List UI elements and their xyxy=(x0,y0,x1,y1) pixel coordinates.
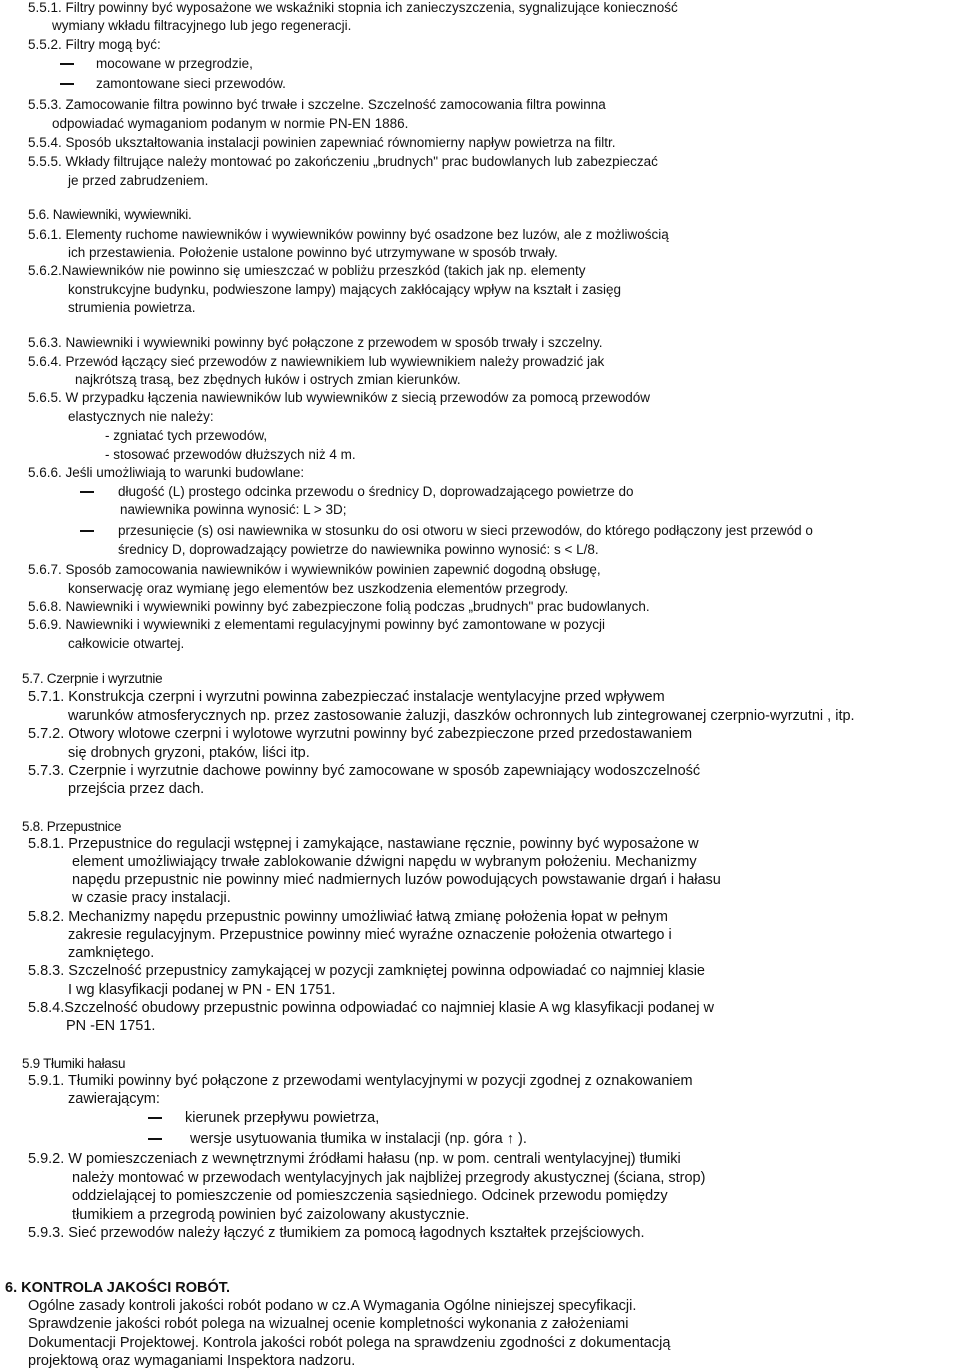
para-5-6-5-line1: 5.6.5. W przypadku łączenia nawiewników lub wywiewników z siecią przewodów za pomocą przewodów xyxy=(28,390,651,405)
para-5-9-1-line1: 5.9.1. Tłumiki powinny być połączone z przewodami wentylacyjnymi w pozycji zgodnej z oznakowaniem xyxy=(28,1073,693,1089)
list-item: - stosować przewodów dłuższych niż 4 m. xyxy=(105,447,356,462)
bullet-item-text: wersje usytuowania tłumika w instalacji (np. góra xyxy=(190,1131,503,1147)
para-5-6-5-line2: elastycznych nie należy: xyxy=(68,409,214,424)
bullet-item: mocowane w przegrodzie, xyxy=(96,56,253,71)
section-heading-5-6: 5.6. Nawiewniki, wywiewniki. xyxy=(28,207,192,222)
bullet-item-end: ). xyxy=(518,1131,527,1147)
bullet-dash xyxy=(148,1138,162,1140)
para-5-5-5-line1: 5.5.5. Wkłady filtrujące należy montować po zakończeniu „brudnych" prac budowlanych lub zabezpieczać xyxy=(28,154,658,169)
list-item: - zgniatać tych przewodów, xyxy=(105,428,268,443)
para-6-line1: Ogólne zasady kontroli jakości robót podano w cz.A Wymagania Ogólne niniejszej specyfikacji. xyxy=(28,1298,637,1314)
bullet-item-continued: średnicy D, doprowadzający powietrze do nawiewnika powinno wynosić: s < L/8. xyxy=(118,542,599,557)
para-5-6-1-line2: ich przestawienia. Położenie ustalone powinno być utrzymywane w sposób trwały. xyxy=(68,245,558,260)
para-5-6-8: 5.6.8. Nawiewniki i wywiewniki powinny być zabezpieczone folią podczas „brudnych" prac budowlanych. xyxy=(28,599,650,614)
bullet-dash xyxy=(148,1117,162,1119)
bullet-dash xyxy=(60,83,74,85)
para-5-6-2-line2: konstrukcyjne budynku, podwieszone lampy) mających zakłócający wpływ na kształt i zasięg xyxy=(68,282,621,297)
para-5-8-3-line2: I wg klasyfikacji podanej w PN - EN 1751. xyxy=(68,982,336,998)
para-5-8-4-line1: 5.8.4.Szczelność obudowy przepustnic powinna odpowiadać co najmniej klasie A wg klasyfikacji podanej w xyxy=(28,1000,714,1016)
para-5-8-4-line2: PN -EN 1751. xyxy=(66,1018,156,1034)
para-5-8-1-line3: napędu przepustnic nie powinny mieć nadmiernych luzów powodujących powstawanie drgań i hałasu xyxy=(72,872,721,888)
bullet-item: długość (L) prostego odcinka przewodu o średnicy D, doprowadzającego powietrze do xyxy=(118,484,634,499)
para-5-7-3-line1: 5.7.3. Czerpnie i wyrzutnie dachowe powinny być zamocowane w sposób zapewniający wodoszczelność xyxy=(28,763,701,779)
bullet-dash xyxy=(60,63,74,65)
para-5-9-2-line1: 5.9.2. W pomieszczeniach z wewnętrznymi źródłami hałasu (np. w pom. centrali wentylacyjnej) tłumiki xyxy=(28,1151,681,1167)
para-5-5-2: 5.5.2. Filtry mogą być: xyxy=(28,37,161,52)
para-5-7-1-line1: 5.7.1. Konstrukcja czerpni i wyrzutni powinna zabezpieczać instalacje wentylacyjne przed wpływem xyxy=(28,689,665,705)
section-heading-6: 6. KONTROLA JAKOŚCI ROBÓT. xyxy=(5,1280,231,1296)
para-5-6-3: 5.6.3. Nawiewniki i wywiewniki powinny być połączone z przewodem w sposób trwały i szczelny. xyxy=(28,335,603,350)
para-5-6-4-line1: 5.6.4. Przewód łączący sieć przewodów z nawiewnikiem lub wywiewnikiem należy prowadzić jak xyxy=(28,354,605,369)
section-heading-5-9: 5.9 Tłumiki hałasu xyxy=(22,1056,126,1071)
arrow-up-icon: ↑ xyxy=(506,1131,514,1147)
para-5-5-3-line2: odpowiadać wymaganiom podanym w normie PN-EN 1886. xyxy=(52,116,409,131)
para-5-8-2-line3: zamkniętego. xyxy=(68,945,155,961)
bullet-dash xyxy=(80,491,94,493)
bullet-item xyxy=(190,1131,527,1148)
para-5-9-2-line3: oddzielającej to pomieszczenie od pomieszczenia sąsiedniego. Odcinek przewodu pomiędzy xyxy=(72,1188,668,1204)
para-5-5-4: 5.5.4. Sposób ukształtowania instalacji powinien zapewniać równomierny napływ powietrza na filtr. xyxy=(28,135,616,150)
para-5-9-2-line2: należy montować w przewodach wentylacyjnych jak najbliżej przegrody akustycznej (ściana, strop) xyxy=(72,1170,706,1186)
para-5-8-1-line2: element umożliwiający trwałe zablokowanie dźwigni napędu w wybranym położeniu. Mechanizmy xyxy=(72,854,697,870)
para-5-5-5-line2: je przed zabrudzeniem. xyxy=(68,173,209,188)
bullet-item: przesunięcie (s) osi nawiewnika w stosunku do osi otworu w sieci przewodów, do którego podłączony jest przewód o xyxy=(118,523,813,538)
bullet-item-continued: nawiewnika powinna wynosić: L > 3D; xyxy=(120,502,347,517)
para-5-8-2-line2: zakresie regulacyjnym. Przepustnice powinny mieć wyraźne oznaczenie położenia otwartego i xyxy=(68,927,672,943)
para-5-6-9-line2: całkowicie otwartej. xyxy=(68,636,185,651)
para-5-7-2-line1: 5.7.2. Otwory wlotowe czerpni i wylotowe wyrzutni powinny być zabezpieczone przed przedostawaniem xyxy=(28,726,693,742)
para-5-6-9-line1: 5.6.9. Nawiewniki i wywiewniki z elementami regulacyjnymi powinny być zamontowane w pozycji xyxy=(28,617,605,632)
para-5-9-2-line4: tłumikiem a przegrodą powinien być zaizolowany akustycznie. xyxy=(72,1207,470,1223)
para-5-6-4-line2: najkrótszą trasą, bez zbędnych łuków i ostrych zmian kierunków. xyxy=(75,372,461,387)
para-5-7-1-line2: warunków atmosferycznych np. przez zastosowanie żaluzji, daszków ochronnych lub zintegrowanej czerpnio-wyrzutni , itp. xyxy=(68,708,855,724)
bullet-item: kierunek przepływu powietrza, xyxy=(185,1110,380,1126)
para-5-5-1-line1: 5.5.1. Filtry powinny być wyposażone we wskaźniki stopnia ich zanieczyszczenia, sygnalizujące konieczność xyxy=(28,0,678,15)
para-5-6-2-line3: strumienia powietrza. xyxy=(68,300,196,315)
para-5-8-2-line1: 5.8.2. Mechanizmy napędu przepustnic powinny umożliwiać łatwą zmianę położenia łopat w pełnym xyxy=(28,909,668,925)
para-5-6-2-line1: 5.6.2.Nawiewników nie powinno się umieszczać w pobliżu przeszkód (takich jak np. elementy xyxy=(28,263,586,278)
para-5-8-1-line1: 5.8.1. Przepustnice do regulacji wstępnej i zamykające, nastawiane ręcznie, powinny być wyposażone w xyxy=(28,836,699,852)
bullet-dash xyxy=(80,530,94,532)
section-heading-5-7: 5.7. Czerpnie i wyrzutnie xyxy=(22,671,163,686)
para-5-8-3-line1: 5.8.3. Szczelność przepustnicy zamykającej w pozycji zamkniętej powinna odpowiadać co najmniej klasie xyxy=(28,963,705,979)
para-5-9-3: 5.9.3. Sieć przewodów należy łączyć z tłumikiem za pomocą łagodnych kształtek przejściowych. xyxy=(28,1225,645,1241)
bullet-item: zamontowane sieci przewodów. xyxy=(96,76,286,91)
para-6-line2: Sprawdzenie jakości robót polega na wizualnej ocenie kompletności wykonania z założeniami xyxy=(28,1316,629,1332)
para-5-8-1-line4: w czasie pracy instalacji. xyxy=(72,890,231,906)
para-5-6-1-line1: 5.6.1. Elementy ruchome nawiewników i wywiewników powinny być osadzone bez luzów, ale z możliwością xyxy=(28,227,669,242)
para-6-line4: projektową oraz wymaganiami Inspektora nadzoru. xyxy=(28,1353,356,1369)
para-5-9-1-line2: zawierającym: xyxy=(68,1091,160,1107)
para-5-7-3-line2: przejścia przez dach. xyxy=(68,781,205,797)
para-5-6-7-line2: konserwację oraz wymianę jego elementów bez uszkodzenia elementów przegrody. xyxy=(68,581,569,596)
para-5-7-2-line2: się drobnych gryzoni, ptaków, liści itp. xyxy=(68,745,310,761)
para-6-line3: Dokumentacji Projektowej. Kontrola jakości robót polega na sprawdzeniu zgodności z dokumentacją xyxy=(28,1335,671,1351)
para-5-5-3-line1: 5.5.3. Zamocowanie filtra powinno być trwałe i szczelne. Szczelność zamocowania filtra powinna xyxy=(28,97,606,112)
section-heading-5-8: 5.8. Przepustnice xyxy=(22,819,122,834)
para-5-6-7-line1: 5.6.7. Sposób zamocowania nawiewników i wywiewników powinien zapewnić dogodną obsługę, xyxy=(28,562,601,577)
para-5-6-6: 5.6.6. Jeśli umożliwiają to warunki budowlane: xyxy=(28,465,305,480)
para-5-5-1-line2: wymiany wkładu filtracyjnego lub jego regeneracji. xyxy=(52,18,352,33)
